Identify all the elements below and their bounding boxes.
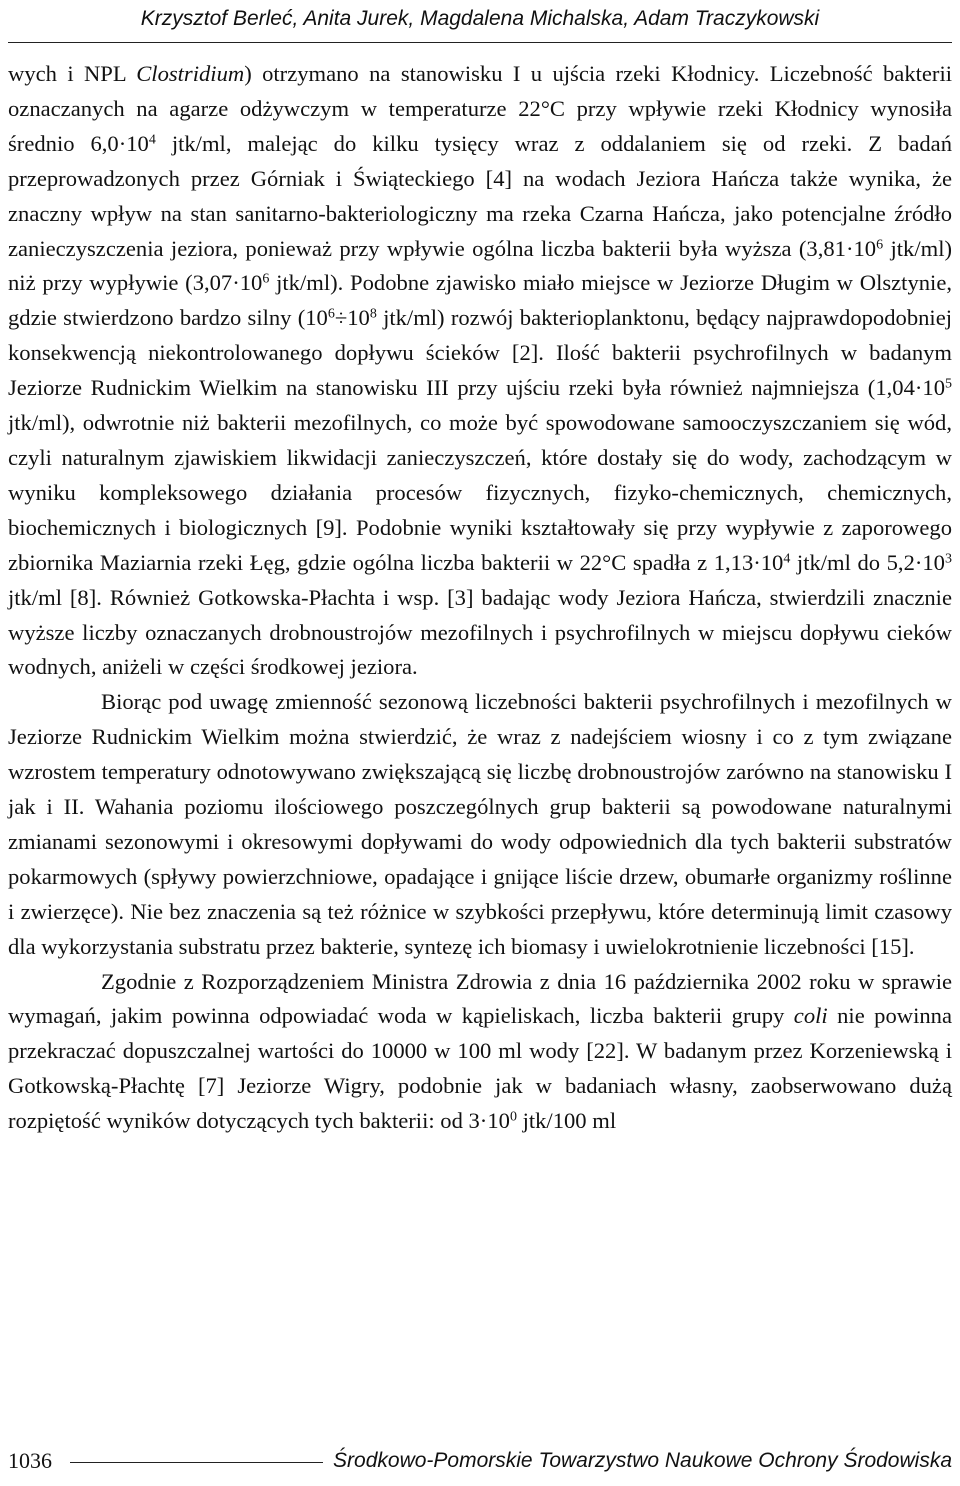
superscript-exponent: 4 — [783, 551, 791, 566]
text-run: jtk/ml do 5,2·10 — [790, 549, 945, 575]
superscript-exponent: 5 — [945, 376, 952, 392]
text-run: jtk/ml) rozwój bakterioplanktonu, będący najprawdopodobniej konsekwencją niekontrolowanego dopływu ścieków [2]. Ilość bakterii psychrofilnych w badanym Jeziorze Rudnickim Wielkim na stanowisku III przy ujściu rzeki była również najmniejsza (1,04·10 — [8, 305, 953, 401]
paragraph — [8, 685, 952, 964]
paragraph — [8, 57, 952, 685]
text-run: Biorąc pod uwagę zmienność sezonową liczebności bakterii psychrofilnych i mezofilnych w Jeziorze Rudnickim Wielkim można stwierdzić, że wraz z nadejściem wiosny i co z tym związane wzrostem temperatury odnotowywano zwiększającą się liczbę drobnoustrojów zarówno na stanowisku I jak i II. Wahania poziomu ilościowego poszczególnych grup bakterii są powodowane naturalnymi zmianami sezonowymi i okresowymi dopływami do wody odpowiednich dla tych bakterii substratów pokarmowych (spływy powierzchniowe, opadające i gnijące liście drzew, obumarłe organizmy roślinne i zwierzęce). Nie bez znaczenia są też różnice w szybkości przepływu, które determinują limit czasowy dla wykorzystania substratu przez bakterie, syntezę ich biomasy i uwielokrotnienie liczebności [15]. — [8, 689, 952, 959]
text-run: jtk/ml, malejąc do kilku tysięcy wraz z oddalaniem się od rzeki. Z badań przeprowadzonych przez Górniak i Świąteckiego [4] na wodach Jeziora Hańcza także wynika, że znaczny wpływ na stan sanitarno-bakteriologiczny ma rzeka Czarna Hańcza, jako potencjalne źródło zanieczyszczenia jeziora, ponieważ przy wpływie ogólna liczba bakterii była wyższa (3,81·10 — [8, 130, 953, 261]
text-run: jtk/ml) niż przy wypływie (3,07·10 — [8, 235, 952, 296]
superscript-exponent: 8 — [369, 306, 377, 322]
page-number: 1036 — [8, 1448, 52, 1473]
superscript-exponent: 4 — [148, 132, 156, 148]
text-run: nie powinna przekraczać dopuszczalnej wartości do 10000 w 100 ml wody [22]. W badanym przez Korzeniewską i Gotkowską-Płachtę [7] Jeziorze Wigry, podobnie jak w badaniach własny, zaobserwowano dużą rozpiętość wyników dotyczących tych bakterii: od 3·10 — [8, 1003, 952, 1134]
text-run: jtk/ml), odwrotnie niż bakterii mezofilnych, co może być spowodowane samooczyszczaniem się wód, czyli naturalnym zjawiskiem likwidacji zanieczyszczeń, które dostały się do wody, zachodzącym w wyniku kompleksowego działania procesów fizycznych, fizyko-chemicznych, chemicznych, biochemicznych i biologicznych [9]. Podobnie wyniki kształtowały się przy wypływie z zaporowego zbiornika Maziarnia rzeki Łęg, gdzie ogólna liczba bakterii w 22°C spadła z 1,13·10 — [8, 410, 952, 575]
superscript-exponent: 3 — [944, 551, 952, 566]
text-run: wych i NPL — [8, 61, 137, 86]
running-header-authors: Krzysztof Berleć, Anita Jurek, Magdalena Michalska, Adam Traczykowski — [140, 7, 820, 30]
superscript-exponent: 6 — [327, 306, 335, 322]
superscript-exponent: 6 — [876, 236, 884, 252]
body-text — [8, 57, 952, 1139]
text-run: jtk/ml [8]. Również Gotkowska-Płachta i wsp. [3] badając wody Jeziora Hańcza, stwierdzili znacznie wyższe liczby oznaczanych drobnoustrojów mezofilnych i psychrofilnych w miejscu dopływu cieków wodnych, aniżeli w części środkowej jeziora. — [8, 584, 952, 680]
superscript-exponent: 0 — [509, 1109, 517, 1125]
italic-term: coli — [793, 1003, 828, 1029]
text-run: jtk/ml). Podobne zjawisko miało miejsce w Jeziorze Długim w Olsztynie, gdzie stwierdzono bardzo silny (10 — [8, 270, 953, 331]
header-rule — [8, 42, 952, 43]
page-footer — [8, 1446, 952, 1476]
superscript-exponent: 6 — [262, 271, 270, 287]
footer-rule — [70, 1462, 323, 1463]
paragraph — [8, 965, 952, 1140]
text-run: jtk/100 ml — [516, 1108, 617, 1134]
text-run: Zgodnie z Rozporządzeniem Ministra Zdrowia z dnia 16 października 2002 roku w sprawie wymagań, jakim powinna odpowiadać woda w kąpieliskach, liczba bakterii grupy — [8, 968, 952, 1029]
italic-term: Clostridium — [136, 61, 245, 86]
text-run: ) otrzymano na stanowisku I u ujścia rzeki Kłodnicy. Liczebność bakterii oznaczanych na agarze odżywczym w temperaturze 22°C przy wpływie rzeki Kłodnicy wynosiła średnio 6,0·10 — [8, 61, 952, 156]
text-run: ÷10 — [334, 305, 370, 331]
journal-title: Środkowo-Pomorskie Towarzystwo Naukowe Ochrony Środowiska — [333, 1449, 952, 1472]
